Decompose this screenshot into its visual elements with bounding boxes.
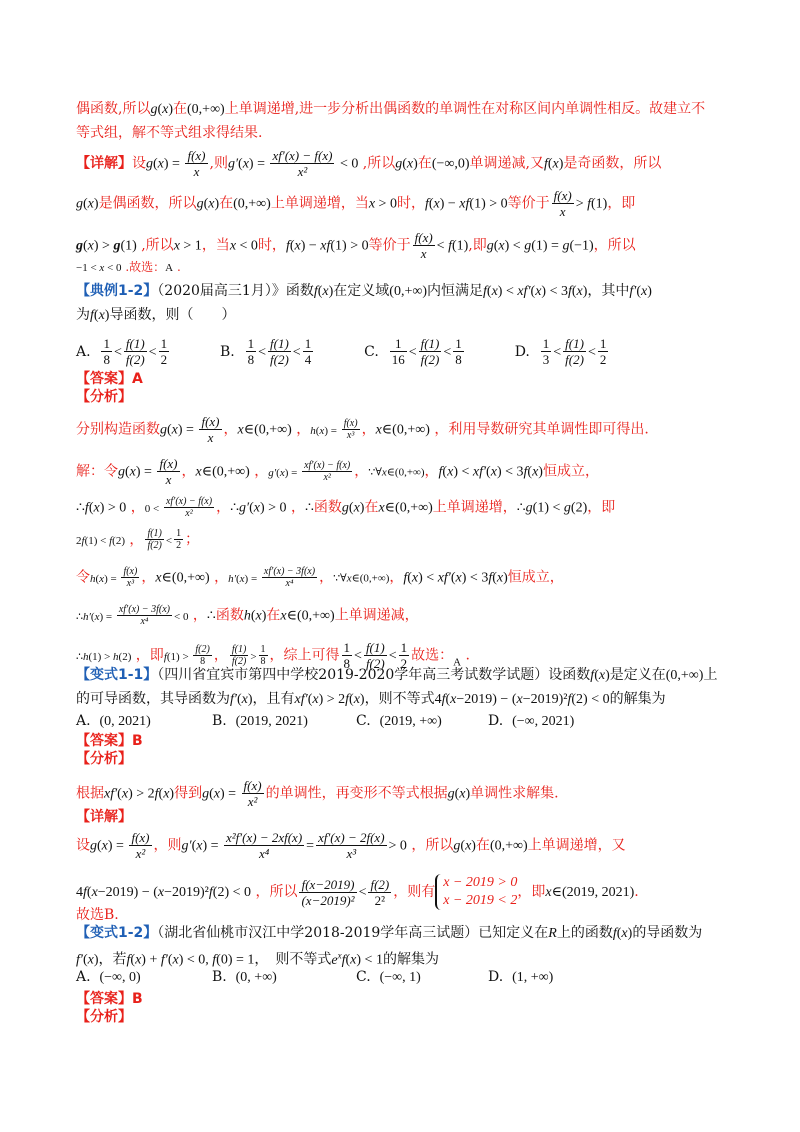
detail-line-1: 设g(x) = $\frac{f(x)}{\text{x²}}$ ，则g′(x) = $\frac{\text{x²f′(x) − 2xf(x)}}{\text{x⁴}}$ = $\frac{xf'(x) - 2f(x)}{\text{x³}}$ > 0 ，所以g(x)在(0,+∞)上单调递增，又 — [76, 830, 626, 861]
variant-1-1-options — [76, 710, 574, 733]
p1-line-4: g(x)是偶函数，所以g(x)在(0,+∞)上单调递增，当x > 0时，f(x) − xf(1) > 0等价于 $\frac{f(x)}{x}$ > f(1)，即 — [76, 188, 636, 219]
analysis-line-4: 2f(1) < f(2) ， $\frac{f(1)}{f(2)}$ < $\frac{1}{2}$ ； — [76, 528, 200, 551]
variant-1-2-options — [76, 966, 553, 989]
variant-1-1-stem: 【变式1-1】（四川省宜宾市第四中学校2019-2020学年高三考试数学试题）设函数f(x)是定义在(0,+∞)上 — [76, 667, 718, 683]
analysis-line-1: 分别构造函数g(x) = $\frac{f(x)}{x}$ ，x∈(0,+∞) ，h(x) = $\frac{f(x)}{\text{x³}}$ ，x∈(0,+∞) ，利用导数研究其单调性即可得出. — [76, 414, 649, 445]
variant-1-2-analysis-tag: 【分析】 — [76, 1009, 132, 1025]
analysis-line-2: 解：令g(x) = $\frac{f(x)}{x}$ ，x∈(0,+∞) ，g′(x) = $\frac{xf'(x) - f(x)}{\text{x²}}$ ，∵∀x∈(0,+∞)，f(x) < xf′(x) < 3f(x)恒成立， — [76, 456, 599, 487]
variant-1-2-stem: 【变式1-2】（湖北省仙桃市汉江中学2018-2019学年高三试题）已知定义在R上的函数f(x)的导函数为 — [76, 925, 703, 941]
analysis-line-7: ∴h(1) > h(2) ，即f(1) > $\frac{f(2)}{8}$ ， $\frac{f(1)}{f(2)}$ > $\frac{1}{8}$ ，综上可得 $\frac{1}{8}$ < $\frac{f(1)}{f(2)}$ < $\frac{1}{2}$ 故选：$_A$ . — [76, 640, 470, 671]
variant-1-1-answer: 【答案】B — [76, 733, 143, 749]
variant-1-2-answer: 【答案】B — [76, 991, 143, 1007]
example-1-2-options — [76, 336, 610, 367]
variant-1-1-stem-2: 的可导函数，其导函数为f′(x)，且有xf′(x) > 2f(x)，则不等式4f(x−2019) − (x−2019)²f(2) < 0的解集为 — [76, 691, 666, 707]
variant-1-1-detail-tag: 【详解】 — [76, 809, 132, 825]
analysis-line-3: ∴f(x) > 0 ，0 < $\frac{xf'(x) - f(x)}{\text{x²}}$ ，∴g′(x) > 0 ，∴函数g(x)在x∈(0,+∞)上单调递增，∴g(1) < g(2)，即 — [76, 496, 616, 519]
variant-1-1-analysis: 根据xf′(x) > 2f(x)得到g(x) = $\frac{f(x)}{\text{x²}}$ 的单调性，再变形不等式根据g(x)单调性求解集. — [76, 778, 559, 809]
p1-line-5: g(x) > g(1) ,所以x > 1，当x < 0时，f(x) − xf(1) > 0等价于 $\frac{f(x)}{x}$ < f(1),即g(x) < g(1) = g(−1)，所以 — [76, 230, 636, 261]
example-1-2-stem-2: 为f(x)导函数，则（ ） — [76, 307, 236, 323]
example-1-2-stem: 【典例1-2】（2020届高三1月）》函数f(x)在定义域(0,+∞)内恒满足f(x) < xf′(x) < 3f(x)，其中f′(x) — [76, 283, 652, 299]
option-d: D. $\frac{1}{3}$ < $\frac{f(1)}{f(2)}$ < $\frac{1}{2}$ — [514, 336, 607, 367]
option-c: C. (2019, +∞) — [356, 713, 442, 729]
variant-1-1-analysis-tag: 【分析】 — [76, 751, 132, 767]
option-b: B. $\frac{1}{8}$ < $\frac{f(1)}{f(2)}$ < $\frac{1}{4}$ — [219, 336, 312, 367]
analysis-line-5: 令h(x) = $\frac{f(x)}{\text{x³}}$ ，x∈(0,+∞) ，h′(x) = $\frac{xf'(x) - 3f(x)}{\text{x⁴}}$ ，∵∀x∈(0,+∞)，f(x) < xf′(x) < 3f(x)恒成立， — [76, 566, 564, 589]
p1-line-1: 偶函数,所以g(x)在(0,+∞)上单调递增,进一步分析出偶函数的单调性在对称区间内单调性相反。故建立不 — [76, 101, 706, 117]
p1-line-6: −1 < x < 0 .故选：A . — [76, 260, 181, 274]
option-d: D. (−∞, 2021) — [488, 713, 575, 729]
analysis-line-6: ∴h′(x) = $\frac{xf'(x) - 3f(x)}{\text{x⁴}}$ < 0 ，∴函数h(x)在x∈(0,+∞)上单调递减， — [76, 604, 419, 627]
detail-line-2: 4f(x−2019) − (x−2019)²f(2) < 0 ，所以 $\frac{f(x-2019)}{\text{(x−2019)²}}$ < $\frac{f(2)}{\text{2²}}$ ，则有 x − 2019 > 0 x − 2019 < 2 ，即x∈(2019, 2021). — [76, 875, 639, 908]
variant-1-2-stem-2: f′(x)，若f(x) + f′(x) < 0, f(0) = 1， 则不等式$e^xf(x) < 1$的解集为 — [76, 950, 439, 968]
p1-line-3: 【详解】设g(x) = $\frac{f(x)}{x}$ ,则g′(x) = $\frac{xf'(x) - f(x)}{\text{x²}}$ < 0 ,所以g(x)在(−∞,0)单调递减,又f(x)是奇函数，所以 — [76, 148, 662, 179]
option-b: B. (2019, 2021) — [212, 713, 308, 729]
option-d: D. (1, +∞) — [488, 969, 554, 985]
example-1-2-analysis-tag: 【分析】 — [76, 389, 132, 405]
p1-line-2: 等式组，解不等式组求得结果. — [76, 125, 263, 141]
option-a: A. $\frac{1}{8}$ < $\frac{f(1)}{f(2)}$ < $\frac{1}{2}$ — [76, 336, 168, 367]
option-c: C. $\frac{1}{16}$ < $\frac{f(1)}{f(2)}$ < $\frac{1}{8}$ — [364, 336, 462, 367]
example-1-2-answer: 【答案】A — [76, 371, 143, 387]
option-a: A. (0, 2021) — [76, 713, 151, 729]
option-a: A. (−∞, 0) — [76, 969, 141, 985]
option-b: B. (0, +∞) — [212, 969, 277, 985]
option-c: C. (−∞, 1) — [356, 969, 421, 985]
detail-line-3: 故选B. — [76, 907, 119, 923]
